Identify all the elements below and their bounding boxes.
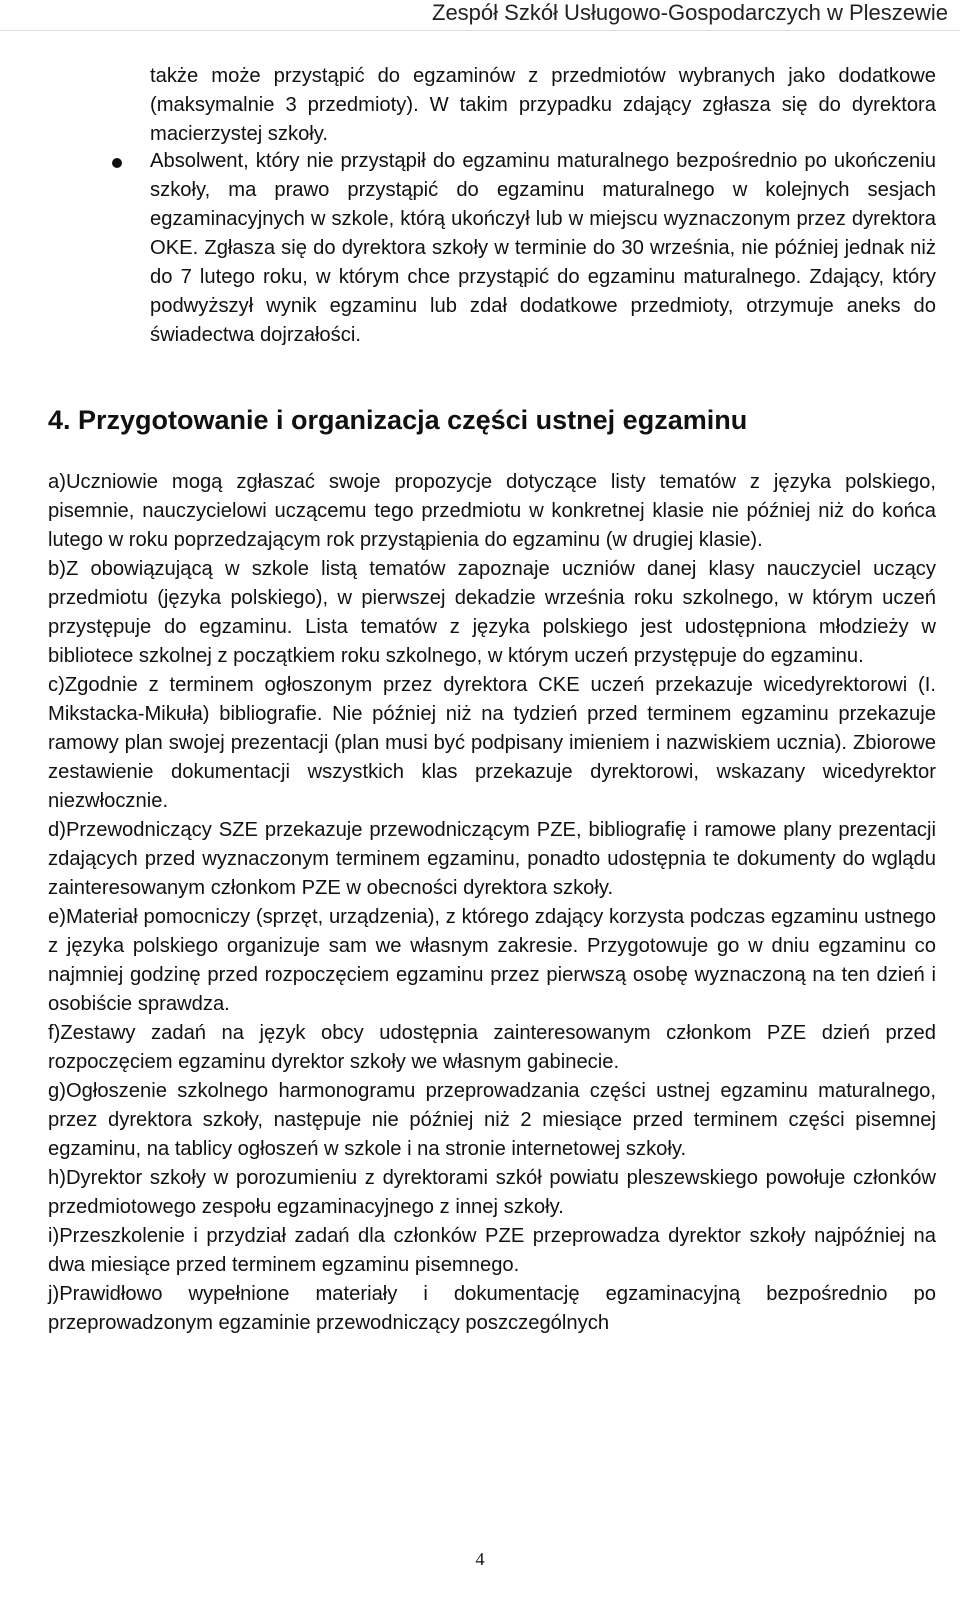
list-item-a: a)Uczniowie mogą zgłaszać swoje propozycje dotyczące listy tematów z języka polskiego, pisemnie, nauczycielowi uczącemu tego przedmiotu w konkretnej klasie nie później niż do końca lutego w roku poprzedzającym rok przystąpienia do egzaminu (w drugiej klasie).	[48, 471, 936, 551]
list-item-g: g)Ogłoszenie szkolnego harmonogramu przeprowadzania części ustnej egzaminu maturalnego, przez dyrektora szkoły, następuje nie później niż 2 miesiące przed terminem części pisemnej egzaminu, na tablicy ogłoszeń w szkole i na stronie internetowej szkoły.	[48, 1080, 936, 1160]
list-item-d: d)Przewodniczący SZE przekazuje przewodniczącym PZE, bibliografię i ramowe plany prezentacji zdających przed wyznaczonym terminem egzaminu, ponadto udostępnia te dokumenty do wglądu zainteresowanym członkom PZE w obecności dyrektora szkoły.	[48, 819, 936, 899]
page-number: 4	[475, 1549, 485, 1569]
absolwent-paragraph: Absolwent, który nie przystąpił do egzaminu maturalnego bezpośrednio po ukończeniu szkoły, ma prawo przystąpić do egzaminu maturalnego w kolejnych sesjach egzaminacyjnych w szkole, którą ukończył lub w miejscu wyznaczonym przez dyrektora OKE. Zgłasza się do dyrektora szkoły w terminie do 30 września, nie później jednak niż do 7 lutego roku, w którym chce przystąpić do egzaminu maturalnego. Zdający, który podwyższył wynik egzaminu lub zdał dodatkowe przedmioty, otrzymuje aneks do świadectwa dojrzałości.	[150, 150, 936, 346]
header-divider	[0, 30, 960, 31]
list-item-h: h)Dyrektor szkoły w porozumieniu z dyrektorami szkół powiatu pleszewskiego powołuje członków przedmiotowego zespołu egzaminacyjnego z innej szkoły.	[48, 1167, 936, 1218]
page-header: Zespół Szkół Usługowo-Gospodarczych w Pleszewie	[432, 0, 948, 25]
bullet-icon	[112, 158, 122, 168]
list-item-j: j)Prawidłowo wypełnione materiały i dokumentację egzaminacyjną bezpośrednio po przeprowadzonym egzaminie przewodniczący poszczególnych	[48, 1283, 936, 1334]
continuation-paragraph: także może przystąpić do egzaminów z przedmiotów wybranych jako dodatkowe (maksymalnie 3 przedmioty). W takim przypadku zdający zgłasza się do dyrektora macierzystej szkoły.	[150, 65, 936, 145]
section-heading: 4. Przygotowanie i organizacja części ustnej egzaminu	[48, 405, 748, 435]
organization-list	[48, 468, 936, 1338]
list-item-f: f)Zestawy zadań na język obcy udostępnia zainteresowanym członkom PZE dzień przed rozpoczęciem egzaminu dyrektor szkoły we własnym gabinecie.	[48, 1022, 936, 1073]
list-item-i: i)Przeszkolenie i przydział zadań dla członków PZE przeprowadza dyrektor szkoły najpóźniej na dwa miesiące przed terminem egzaminu pisemnego.	[48, 1225, 936, 1276]
list-item-c: c)Zgodnie z terminem ogłoszonym przez dyrektora CKE uczeń przekazuje wicedyrektorowi (I. Mikstacka-Mikuła) bibliografie. Nie później niż na tydzień przed terminem egzaminu przekazuje ramowy plan swojej prezentacji (plan musi być podpisany imieniem i nazwiskiem ucznia). Zbiorowe zestawienie dokumentacji wszystkich klas przekazuje dyrektorowi, wskazany wicedyrektor niezwłocznie.	[48, 674, 936, 812]
list-item-e: e)Materiał pomocniczy (sprzęt, urządzenia), z którego zdający korzysta podczas egzaminu ustnego z języka polskiego organizuje sam we własnym zakresie. Przygotowuje go w dniu egzaminu co najmniej godzinę przed rozpoczęciem egzaminu przez pierwszą osobę wyznaczoną na ten dzień i osobiście sprawdza.	[48, 906, 936, 1015]
list-item-b: b)Z obowiązującą w szkole listą tematów zapoznaje uczniów danej klasy nauczyciel uczący przedmiotu (języka polskiego), w pierwszej dekadzie września roku szkolnego, w którym uczeń przystępuje do egzaminu. Lista tematów z języka polskiego jest udostępniona młodzieży w bibliotece szkolnej z początkiem roku szkolnego, w którym uczeń przystępuje do egzaminu.	[48, 558, 936, 667]
